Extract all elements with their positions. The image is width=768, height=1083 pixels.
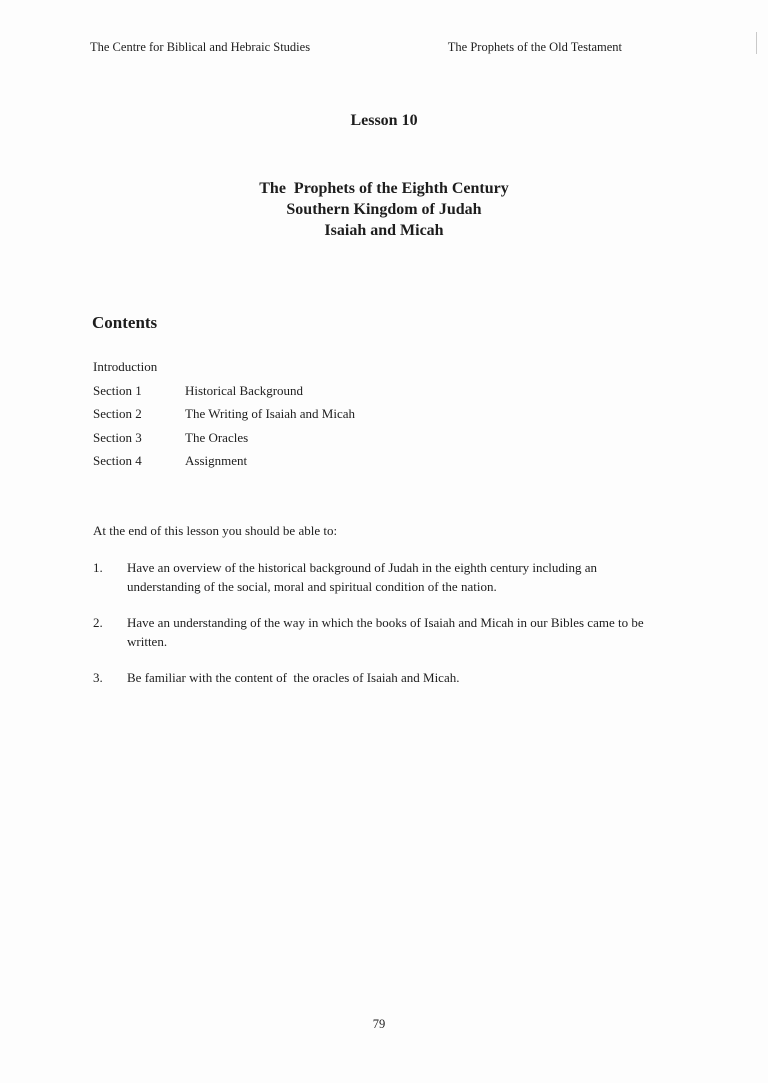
contents-heading: Contents <box>92 313 158 332</box>
objectives-intro: At the end of this lesson you should be able to: <box>93 523 338 538</box>
contents-row-section-4 <box>93 453 768 469</box>
contents-item-title: The Writing of Isaiah and Micah <box>185 406 355 421</box>
contents-row-section-1 <box>93 383 768 399</box>
contents-row-section-2 <box>93 406 768 422</box>
objective-item-2 <box>93 614 664 651</box>
objective-text: Have an overview of the historical background of Judah in the eighth century including an understanding of the social, moral and spiritual condition of the nation. <box>127 560 601 594</box>
objective-item-3 <box>93 669 664 688</box>
title-line-1: The Prophets of the Eighth Century <box>259 180 509 197</box>
main-title-block <box>0 178 768 241</box>
contents-row-section-3 <box>93 430 768 446</box>
running-header <box>0 0 768 54</box>
contents-item-label: Introduction <box>93 359 158 374</box>
objective-number: 1. <box>93 560 103 575</box>
scan-artifact-mark <box>756 32 757 54</box>
contents-item-label: Section 1 <box>93 382 142 398</box>
title-line-3: Isaiah and Micah <box>324 222 444 239</box>
objective-text: Have an understanding of the way in which the books of Isaiah and Micah in our Bibles came to be written. <box>127 615 647 649</box>
contents-item-title: Assignment <box>185 453 248 468</box>
lesson-number-heading: Lesson 10 <box>350 112 418 129</box>
contents-item-label: Section 2 <box>93 406 142 421</box>
contents-row-introduction <box>93 359 768 375</box>
page-number: 79 <box>372 1017 386 1031</box>
contents-item-label: Section 4 <box>93 453 142 468</box>
objective-number: 2. <box>93 615 103 630</box>
title-line-2: Southern Kingdom of Judah <box>286 201 482 218</box>
contents-list <box>93 359 768 469</box>
objectives-list <box>93 559 664 688</box>
objective-item-1 <box>93 559 664 596</box>
header-left-text: The Centre for Biblical and Hebraic Studies <box>90 40 311 54</box>
objective-number: 3. <box>93 670 103 685</box>
contents-item-label: Section 3 <box>93 429 142 445</box>
contents-item-title: Historical Background <box>185 382 304 398</box>
contents-item-title: The Oracles <box>185 429 249 445</box>
objective-text: Be familiar with the content of the oracles of Isaiah and Micah. <box>127 670 460 685</box>
header-right-text: The Prophets of the Old Testament <box>447 40 622 54</box>
